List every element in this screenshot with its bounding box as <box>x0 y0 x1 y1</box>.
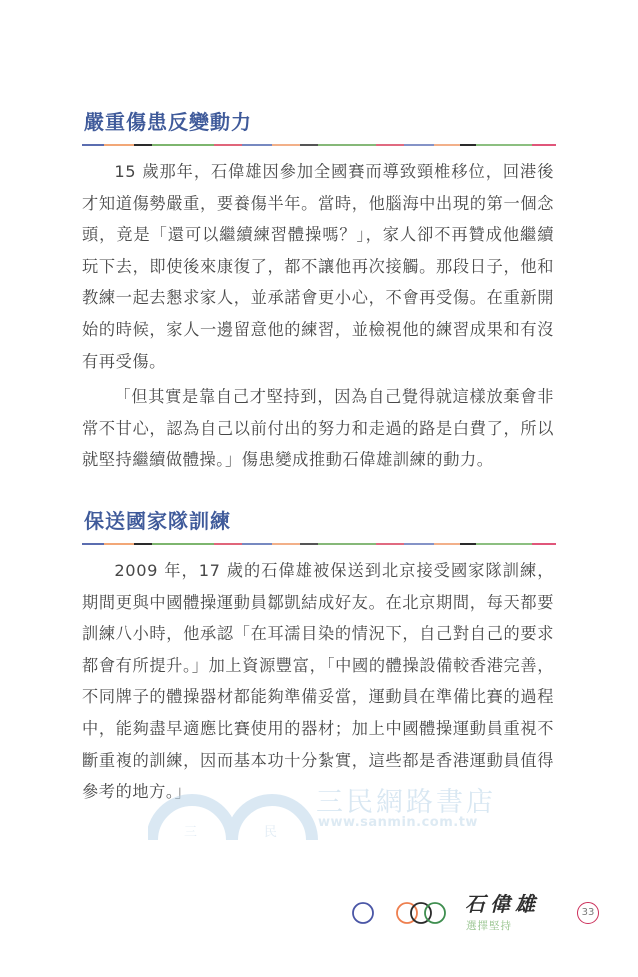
body-paragraph: 2009 年，17 歲的石偉雄被保送到北京接受國家隊訓練，期間更與中國體操運動員鄒凱結成好友。在北京期間，每天都要訓練八小時，他承認「在耳濡目染的情況下，自己對自己的要求都會有所提升。」加上資源豐富，「中國的體操設備較香港完善，不同牌子的體操器材都能夠準備妥當，運動員在準備比賽的過程中，能夠盡早適應比賽使用的器材；加上中國體操運動員重視不斷重複的訓練，因而基本功十分紮實，這些都是香港運動員值得參考的地方。」 <box>82 561 554 802</box>
divider-segment <box>434 543 460 545</box>
book-subtitle: 選擇堅持 <box>466 920 512 932</box>
svg-text:民: 民 <box>264 825 278 840</box>
divider-segment <box>404 144 434 146</box>
divider-segment <box>104 144 134 146</box>
divider-segment <box>476 144 532 146</box>
divider-segment <box>300 543 318 545</box>
section-national-team-training <box>82 507 554 808</box>
body-paragraph: 「但其實是靠自己才堅持到，因為自己覺得就這樣放棄會非常不甘心，認為自己以前付出的努力和走過的路是白費了，所以就堅持繼續做體操。」傷患變成推動石偉雄訓練的動力。 <box>82 387 554 470</box>
body-paragraph: 15 歲那年，石偉雄因參加全國賽而導致頸椎移位，回港後才知道傷勢嚴重，要養傷半年。當時，他腦海中出現的第一個念頭，竟是「還可以繼續練習體操嗎？」，家人卻不再贊成他繼續玩下去，即使後來康復了，都不讓他再次接觸。那段日子，他和教練一起去懇求家人，並承諾會更小心，不會再受傷。在重新開始的時候，家人一邊留意他的練習，並檢視他的練習成果和有沒有再受傷。 <box>82 162 554 371</box>
divider-segment <box>214 543 242 545</box>
divider-segment <box>82 543 104 545</box>
divider-segment <box>376 543 404 545</box>
book-title: 石偉雄 <box>465 892 540 916</box>
divider-segment <box>214 144 242 146</box>
divider-segment <box>134 144 152 146</box>
divider-segment <box>476 543 532 545</box>
section-serious-injury <box>82 108 554 476</box>
divider-segment <box>300 144 318 146</box>
divider-segment <box>460 144 476 146</box>
divider-segment <box>376 144 404 146</box>
olympic-color-divider <box>82 144 556 146</box>
page-number: 33 <box>577 902 599 924</box>
divider-segment <box>242 543 272 545</box>
svg-text:三: 三 <box>184 825 198 840</box>
olympic-color-divider <box>82 543 556 545</box>
divider-segment <box>82 144 104 146</box>
watermark-url: www.sanmin.com.tw <box>318 815 478 830</box>
divider-segment <box>318 543 376 545</box>
divider-segment <box>404 543 434 545</box>
divider-segment <box>272 144 300 146</box>
section-heading: 保送國家隊訓練 <box>84 509 231 533</box>
divider-segment <box>434 144 460 146</box>
divider-segment <box>104 543 134 545</box>
divider-segment <box>532 144 556 146</box>
section-heading: 嚴重傷患反變動力 <box>84 110 252 134</box>
divider-segment <box>152 144 214 146</box>
divider-segment <box>134 543 152 545</box>
divider-segment <box>460 543 476 545</box>
divider-segment <box>532 543 556 545</box>
olympic-rings-icon <box>352 900 456 928</box>
watermark-name: 三民網路書店 <box>316 787 496 818</box>
divider-segment <box>318 144 376 146</box>
divider-segment <box>242 144 272 146</box>
divider-segment <box>152 543 214 545</box>
divider-segment <box>272 543 300 545</box>
